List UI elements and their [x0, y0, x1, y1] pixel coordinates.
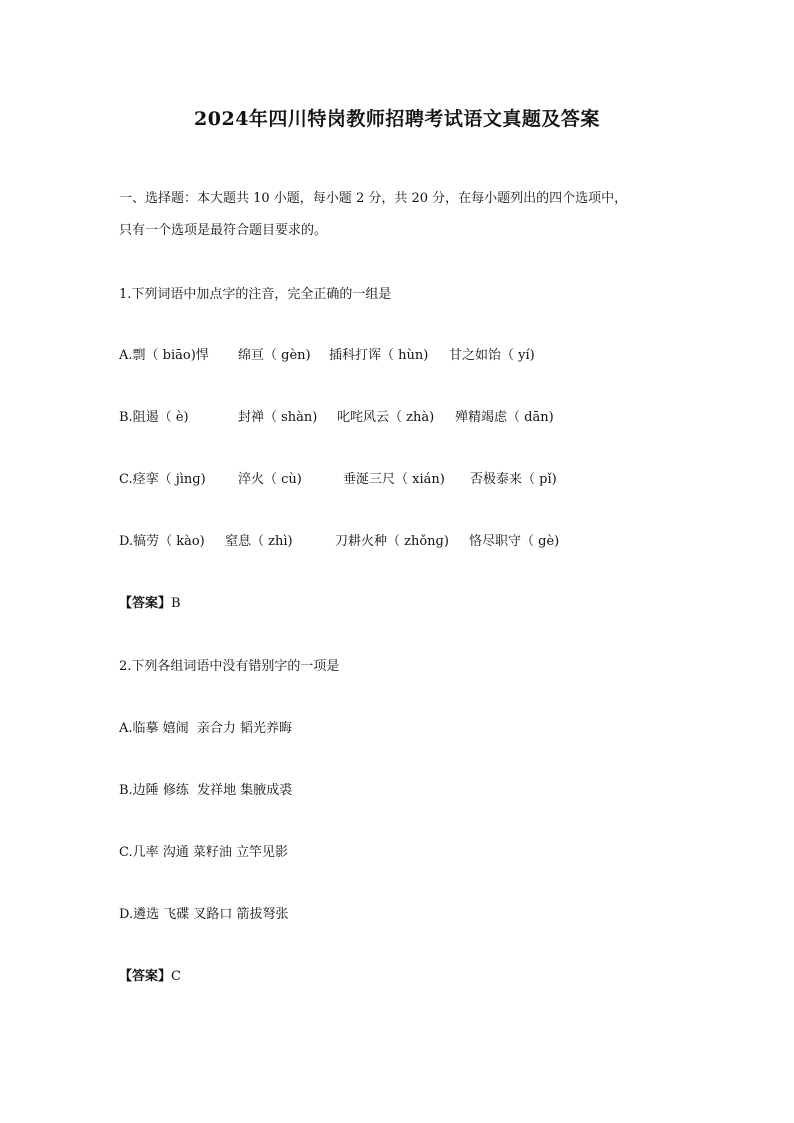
option-c-item-2: 淬火（ cù) — [238, 472, 302, 487]
section-instruction-line-1: 一、选择题：本大题共 10 小题，每小题 2 分，共 20 分，在每小题列出的四个选项中， — [119, 191, 628, 206]
question-2-option-a: A.临摹 嬉闹 亲合力 韬光养晦 — [119, 721, 293, 736]
answer-label: 【答案】 — [119, 596, 172, 611]
option-a-item-4: 甘之如饴（ yí) — [449, 348, 535, 363]
section-instruction-line-2: 只有一个选项是最符合题目要求的。 — [119, 223, 328, 238]
question-2-option-b: B.边陲 修练 发祥地 集腋成裘 — [119, 783, 293, 798]
option-d-item-4: 恪尽职守（ gè) — [469, 534, 560, 549]
option-d-item-2: 窒息（ zhì) — [225, 534, 293, 549]
option-b-item-4: 殚精竭虑（ dān) — [455, 410, 554, 425]
option-d-item-1: D.犒劳（ kào) — [119, 534, 205, 549]
question-2-stem: 2.下列各组词语中没有错别字的一项是 — [119, 659, 340, 674]
question-2-option-d: D.遴选 飞碟 叉路口 箭拔弩张 — [119, 907, 289, 922]
question-1-answer — [119, 592, 181, 611]
option-c-item-1: C.痉挛（ jìnɡ) — [119, 472, 206, 487]
answer-label: 【答案】 — [119, 969, 172, 984]
option-c-item-3: 垂涎三尺（ xián) — [343, 472, 445, 487]
question-1-stem: 1.下列词语中加点字的注音，完全正确的一组是 — [119, 287, 392, 302]
option-b-item-2: 封禅（ shàn) — [238, 410, 318, 425]
question-2-option-c: C.几率 沟通 菜籽油 立竿见影 — [119, 845, 289, 860]
option-d-item-3: 刀耕火种（ zhǒnɡ) — [335, 534, 449, 549]
option-a-item-1: A.剽（ biāo)悍 — [119, 348, 209, 363]
option-b-item-3: 叱咤风云（ zhà) — [337, 410, 435, 425]
question-2-answer — [119, 965, 181, 984]
answer-value: C — [171, 969, 181, 984]
page-title: 2024年四川特岗教师招聘考试语文真题及答案 — [194, 108, 600, 130]
option-c-item-4: 否极泰来（ pǐ) — [470, 472, 557, 487]
answer-value: B — [171, 596, 181, 611]
option-a-item-2: 绵亘（ gèn) — [238, 348, 311, 363]
option-b-item-1: B.阻遏（ è) — [119, 410, 189, 425]
option-a-item-3: 插科打诨（ hùn) — [329, 348, 429, 363]
